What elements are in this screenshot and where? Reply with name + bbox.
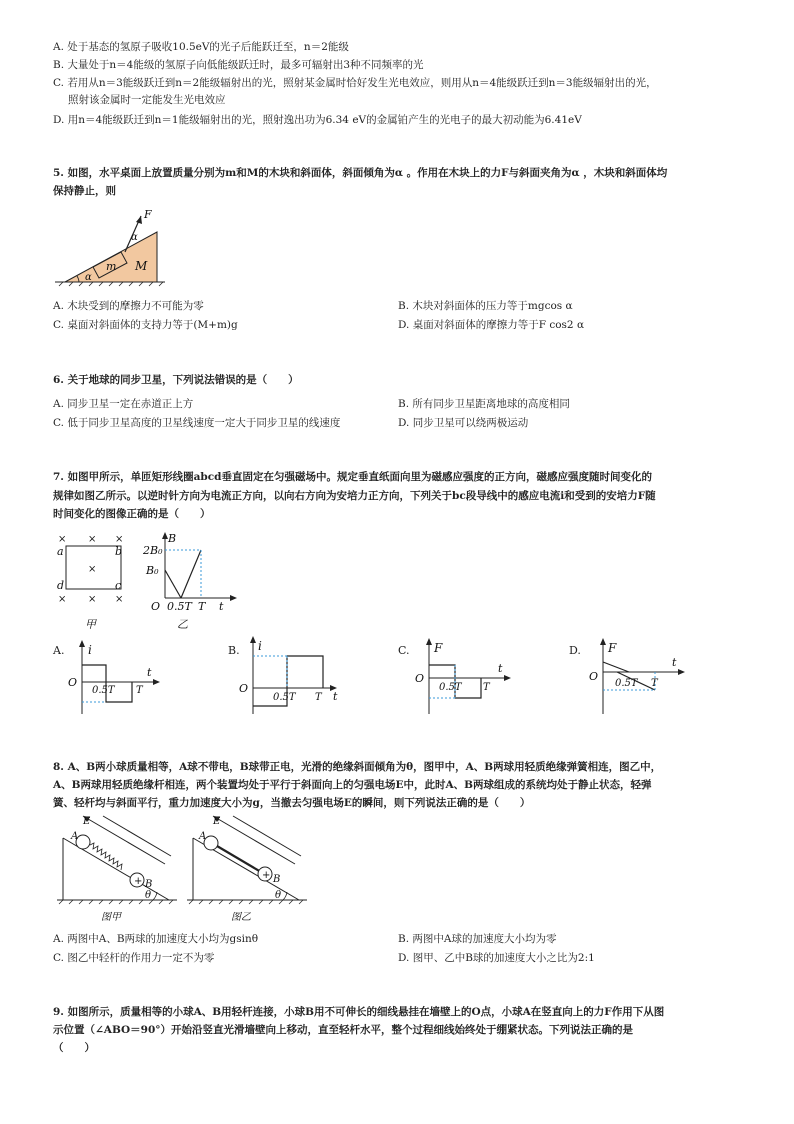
q4-option-d: D. 用n＝4能级跃迁到n＝1能级辐射出的光，照射逸出功为6.34 eV的金属铂产生的光电子的最大初动能为6.41eV: [53, 114, 582, 126]
q5-option-a: A. 木块受到的摩擦力不可能为零: [53, 300, 204, 312]
q7-option-d-axis: F: [608, 641, 617, 655]
q7-option-a-axis: i: [88, 643, 92, 657]
q7-graph-t-mark: T: [198, 600, 206, 613]
q7-option-b-axis: i: [258, 639, 262, 653]
q7-b-t-graph: [143, 532, 243, 632]
q7-stem-line3: 时间变化的图像正确的是（ ）: [53, 508, 211, 520]
q8-jia-e: E: [83, 816, 91, 827]
q7-option-d-origin: O: [589, 670, 599, 683]
q7-option-d-t-mark: T: [651, 678, 658, 689]
q9-stem-line2: 示位置（∠ABO＝90°）开始沿竖直光滑墙壁向上移动，直至轻杆水平，整个过程细线始终处于绷紧状态。下列说法正确的是: [53, 1024, 634, 1036]
q7-option-c-letter: C.: [398, 644, 410, 657]
q7-option-c-origin: O: [415, 672, 425, 685]
q7-option-a-letter: A.: [53, 644, 65, 657]
q8-jia-plus: +: [134, 876, 143, 887]
q7-option-b-origin: O: [239, 682, 249, 695]
q7-option-b-letter: B.: [228, 644, 240, 657]
q7-stem-line2: 规律如图乙所示。以逆时针方向为电流正方向，以向右方向为安培力正方向，下列关于bc段导线中的感应电流i和受到的安培力F随: [53, 490, 656, 502]
q8-figure-jia: [53, 812, 178, 922]
q7-option-d-graph: [587, 638, 697, 716]
q5-label-big-m: M: [135, 259, 148, 273]
q7-caption-yi: 乙: [177, 618, 188, 631]
q6-option-c: C. 低于同步卫星高度的卫星线速度一定大于同步卫星的线速度: [53, 417, 341, 429]
q7-option-d-half: 0.5T: [615, 678, 638, 689]
q8-caption-yi: 图乙: [231, 912, 251, 923]
q8-jia-theta: θ: [145, 890, 152, 901]
q8-stem-line1: 8. A、B两小球质量相等，A球不带电，B球带正电，光滑的绝缘斜面倾角为θ，图甲中，A、B两球用轻质绝缘弹簧相连，图乙中，: [53, 761, 662, 773]
q4-option-c-cont: 照射该金属时一定能发生光电效应: [68, 94, 226, 106]
q7-graph-origin: O: [151, 600, 161, 613]
q7-corner-a: a: [57, 545, 64, 558]
q8-yi-e: E: [213, 816, 221, 827]
q7-option-c-half: 0.5T: [439, 682, 462, 693]
q9-stem-line1: 9. 如图所示，质量相等的小球A、B用轻杆连接，小球B用不可伸长的细线悬挂在墙壁上的O点，小球A在竖直向上的力F作用下从图: [53, 1006, 665, 1018]
q7-cross: ×: [88, 534, 97, 545]
q5-stem-line2: 保持静止，则: [53, 185, 116, 197]
q8-yi-theta: θ: [275, 890, 282, 901]
q5-option-c: C. 桌面对斜面体的支持力等于(M+m)g: [53, 319, 238, 331]
q6-stem: 6. 关于地球的同步卫星，下列说法错误的是（ ）: [53, 374, 299, 386]
q8-option-c: C. 图乙中轻杆的作用力一定不为零: [53, 952, 215, 964]
q8-figure-yi: [183, 812, 308, 922]
q6-option-d: D. 同步卫星可以绕两极运动: [398, 417, 529, 429]
q8-yi-a: A: [199, 831, 207, 842]
q7-option-b-half: 0.5T: [273, 692, 296, 703]
q7-cross: ×: [88, 594, 97, 605]
q7-option-b-graph: [237, 636, 347, 716]
q7-option-c-t-mark: T: [483, 682, 490, 693]
q7-option-c-t-axis: t: [498, 662, 503, 675]
q7-option-a-t-axis: t: [147, 666, 152, 679]
q4-option-b: B. 大量处于n＝4能级的氢原子向低能级跃迁时，最多可辐射出3种不同频率的光: [53, 59, 424, 71]
q7-option-a-origin: O: [68, 676, 78, 689]
q7-option-d-letter: D.: [569, 644, 581, 657]
q8-jia-a: A: [71, 831, 79, 842]
q7-graph-t-axis: t: [219, 600, 224, 613]
q7-cross: ×: [115, 594, 124, 605]
q8-stem-line3: 簧、轻杆均与斜面平行，重力加速度大小为g，当撤去匀强电场E的瞬间，则下列说法正确的是（ ）: [53, 797, 531, 809]
q5-label-alpha-base: α: [85, 272, 92, 283]
q7-caption-jia: 甲: [85, 618, 96, 631]
q7-stem-line1: 7. 如图甲所示，单匝矩形线圈abcd垂直固定在匀强磁场中。规定垂直纸面向里为磁感应强度的正方向，磁感应强度随时间变化的: [53, 471, 652, 483]
q8-caption-jia: 图甲: [101, 912, 121, 923]
q8-option-a: A. 两图中A、B两球的加速度大小均为gsinθ: [53, 933, 259, 945]
q7-cross: ×: [115, 534, 124, 545]
q8-option-d: D. 图甲、乙中B球的加速度大小之比为2:1: [398, 952, 595, 964]
q7-option-b-t-axis: t: [333, 690, 338, 703]
q8-option-b: B. 两图中A球的加速度大小均为零: [398, 933, 557, 945]
q4-option-c: C. 若用从n＝3能级跃迁到n＝2能级辐射出的光，照射某金属时恰好发生光电效应，则用从n＝4能级跃迁到n＝3能级辐射出的光，: [53, 77, 657, 89]
q5-incline-figure: [55, 200, 175, 290]
q7-option-b-t-mark: T: [315, 692, 322, 703]
q7-graph-2b0: 2B₀: [143, 544, 163, 557]
q5-label-m: m: [106, 260, 117, 273]
q6-option-a: A. 同步卫星一定在赤道正上方: [53, 398, 194, 410]
q8-yi-plus: +: [262, 870, 271, 881]
q7-coil-figure: [53, 532, 138, 632]
q7-graph-b0: B₀: [146, 564, 159, 577]
q7-option-a-half: 0.5T: [92, 685, 115, 696]
q7-graph-half-t: 0.5T: [167, 600, 192, 613]
q7-corner-b: b: [115, 545, 123, 558]
q7-cross: ×: [88, 564, 97, 575]
q5-label-alpha-force: α: [131, 232, 138, 243]
q7-corner-d: d: [57, 579, 65, 592]
q7-option-a-graph: [62, 640, 172, 715]
q7-corner-c: c: [115, 579, 122, 592]
q8-stem-line2: A、B两球用轻质绝缘杆相连，两个装置均处于平行于斜面向上的匀强电场E中，此时A、B两球组成的系统均处于静止状态，轻弹: [53, 779, 652, 791]
q7-option-c-axis: F: [434, 641, 443, 655]
q5-option-b: B. 木块对斜面体的压力等于mgcos α: [398, 300, 573, 312]
q4-option-a: A. 处于基态的氢原子吸收10.5eV的光子后能跃迁至，n＝2能级: [53, 41, 349, 53]
q7-cross: ×: [58, 534, 67, 545]
q8-yi-b: B: [273, 874, 281, 885]
q6-option-b: B. 所有同步卫星距离地球的高度相同: [398, 398, 570, 410]
q7-option-a-t-mark: T: [136, 685, 143, 696]
q7-option-d-t-axis: t: [672, 656, 677, 669]
q7-option-c-graph: [413, 638, 523, 716]
q5-label-f: F: [144, 208, 152, 221]
q7-graph-b-axis: B: [168, 532, 177, 545]
q9-stem-line3: （ ）: [53, 1042, 95, 1054]
q7-cross: ×: [58, 594, 67, 605]
q8-jia-b: B: [145, 879, 153, 890]
q5-stem-line1: 5. 如图，水平桌面上放置质量分别为m和M的木块和斜面体，斜面倾角为α 。作用在木块上的力F与斜面夹角为α ，木块和斜面体均: [53, 167, 668, 179]
q5-option-d: D. 桌面对斜面体的摩擦力等于F cos2 α: [398, 319, 585, 331]
